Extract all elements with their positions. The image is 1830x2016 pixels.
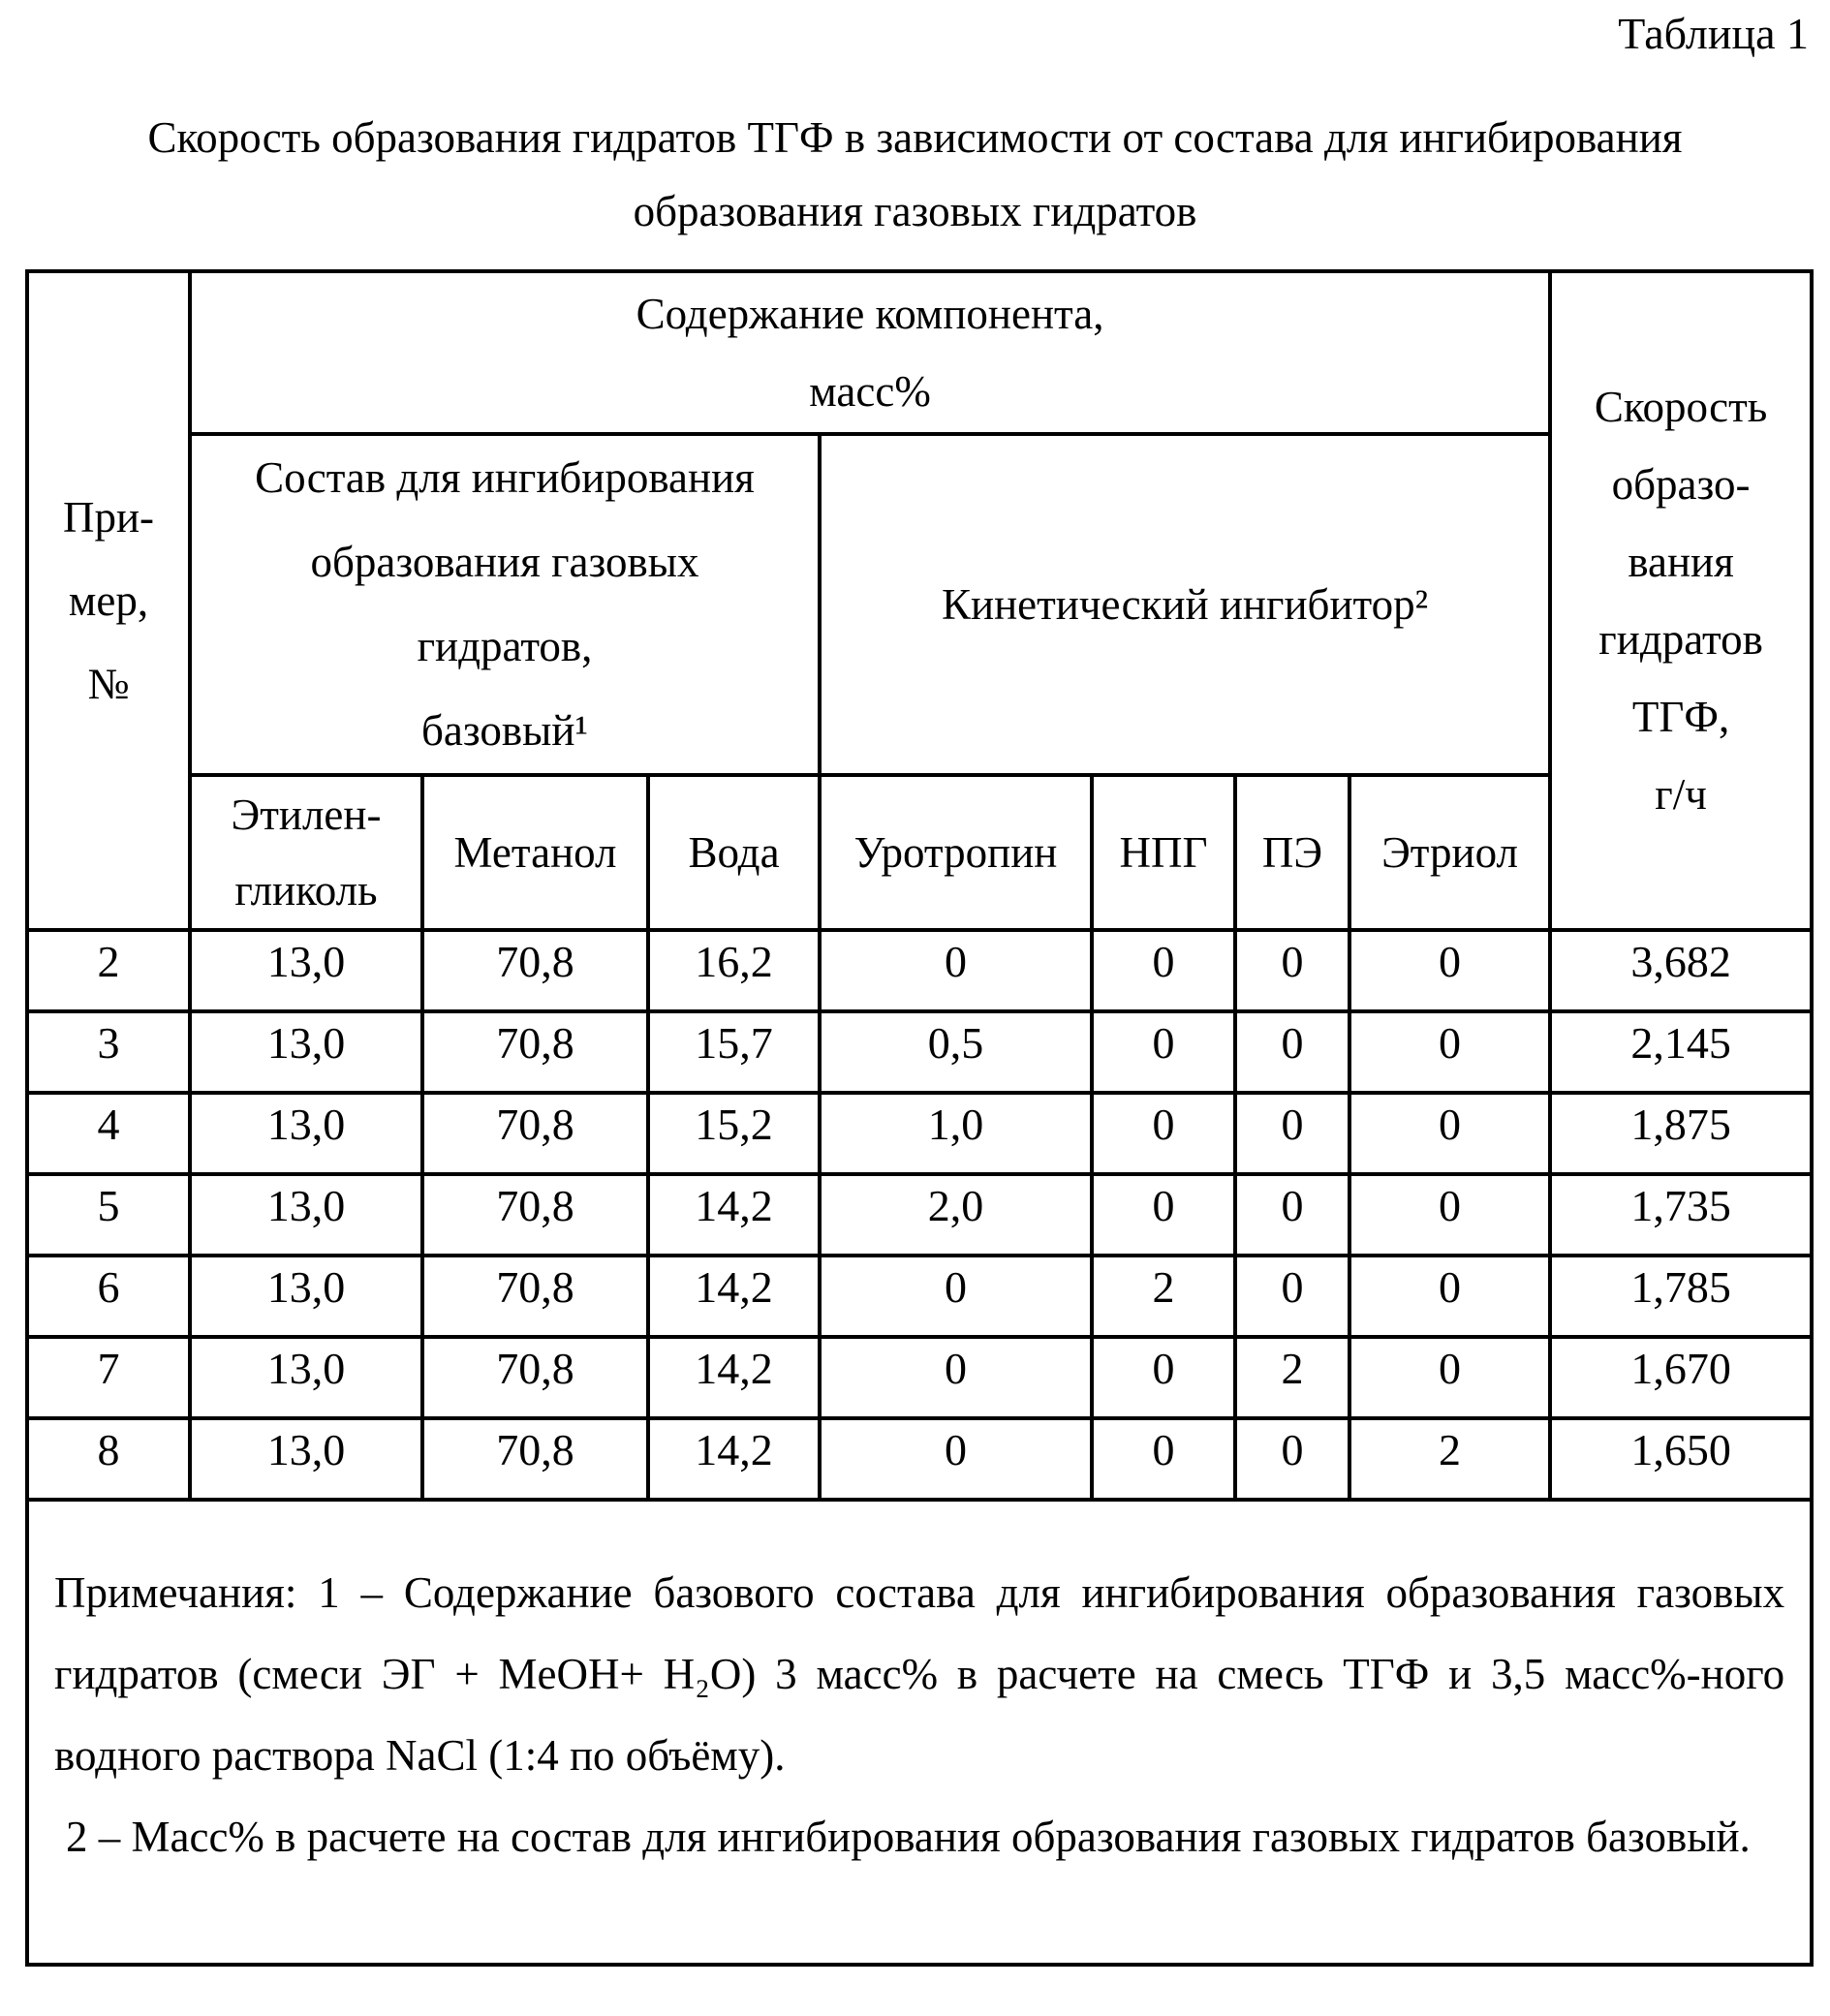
table-cell: 70,8: [422, 1256, 648, 1337]
header-kinetic-inhibitor: Кинетический ингибитор²: [820, 434, 1550, 775]
table-cell: 0: [820, 1418, 1092, 1500]
header-col-pe: ПЭ: [1235, 775, 1349, 930]
title-line-1: Скорость образования гидратов ТГФ в зависимости от состава для ингибирования: [147, 113, 1683, 162]
table-cell: 0: [1235, 1093, 1349, 1174]
header-component-content: Содержание компонента, масс%: [190, 271, 1550, 434]
table-cell: 0: [820, 1256, 1092, 1337]
table-cell: 13,0: [190, 1174, 422, 1256]
table-row: [27, 1418, 1812, 1500]
table-cell: 0: [1092, 1337, 1235, 1418]
table-cell: 2: [1349, 1418, 1550, 1500]
table-cell: 15,2: [648, 1093, 820, 1174]
header-row-2: [27, 434, 1812, 775]
header-col-methanol: Метанол: [422, 775, 648, 930]
table-cell: 70,8: [422, 1011, 648, 1093]
table-cell: 13,0: [190, 1337, 422, 1418]
row-number-cell: 2: [27, 930, 190, 1011]
header-row-1: [27, 271, 1812, 434]
table-row: [27, 1093, 1812, 1174]
header-col-ethylene-glycol: Этилен- гликоль: [190, 775, 422, 930]
table-cell: 0: [1349, 1256, 1550, 1337]
table-cell: 14,2: [648, 1174, 820, 1256]
table-cell: 1,785: [1550, 1256, 1812, 1337]
row-number-cell: 5: [27, 1174, 190, 1256]
table-cell: 0: [1349, 1011, 1550, 1093]
table-cell: 3,682: [1550, 930, 1812, 1011]
row-number-cell: 3: [27, 1011, 190, 1093]
table-cell: 0: [820, 1337, 1092, 1418]
table-cell: 13,0: [190, 1093, 422, 1174]
table-cell: 0: [1092, 930, 1235, 1011]
table-cell: 0: [1235, 1174, 1349, 1256]
table-cell: 0: [820, 930, 1092, 1011]
title-line-2: образования газовых гидратов: [633, 187, 1197, 235]
table-cell: 70,8: [422, 1337, 648, 1418]
table-cell: 0,5: [820, 1011, 1092, 1093]
table-cell: 16,2: [648, 930, 820, 1011]
row-number-cell: 6: [27, 1256, 190, 1337]
row-number-cell: 4: [27, 1093, 190, 1174]
table-cell: 0: [1349, 930, 1550, 1011]
table-cell: 1,650: [1550, 1418, 1812, 1500]
table-cell: 2,145: [1550, 1011, 1812, 1093]
table-row: [27, 1337, 1812, 1418]
table-row: [27, 1174, 1812, 1256]
table-cell: 0: [1349, 1174, 1550, 1256]
table-cell: 1,875: [1550, 1093, 1812, 1174]
header-formation-rate: Скорость образо- вания гидратов ТГФ, г/ч: [1550, 271, 1812, 930]
table-cell: 0: [1092, 1011, 1235, 1093]
table-cell: 13,0: [190, 930, 422, 1011]
table-cell: 0: [1235, 1418, 1349, 1500]
table-cell: 0: [1235, 1011, 1349, 1093]
table-cell: 2,0: [820, 1174, 1092, 1256]
table-cell: 1,0: [820, 1093, 1092, 1174]
table-cell: 70,8: [422, 1418, 648, 1500]
row-number-cell: 8: [27, 1418, 190, 1500]
table-cell: 14,2: [648, 1418, 820, 1500]
table-number-label: Таблица 1: [1618, 9, 1809, 58]
notes-row: [27, 1500, 1812, 1965]
table-cell: 1,735: [1550, 1174, 1812, 1256]
note-2: 2 – Масс% в расчете на состав для ингибирования образования газовых гидратов базовый.: [66, 1813, 1751, 1861]
table-cell: 15,7: [648, 1011, 820, 1093]
table-cell: 1,670: [1550, 1337, 1812, 1418]
table-notes: [27, 1500, 1812, 1965]
header-col-water: Вода: [648, 775, 820, 930]
table-cell: 2: [1235, 1337, 1349, 1418]
table-cell: 70,8: [422, 1174, 648, 1256]
table-cell: 13,0: [190, 1418, 422, 1500]
row-number-cell: 7: [27, 1337, 190, 1418]
table-row: [27, 930, 1812, 1011]
header-row-3: [27, 775, 1812, 930]
table-row: [27, 1256, 1812, 1337]
table-cell: 13,0: [190, 1256, 422, 1337]
table-cell: 0: [1092, 1174, 1235, 1256]
table-row: [27, 1011, 1812, 1093]
header-col-npg: НПГ: [1092, 775, 1235, 930]
header-col-urotropin: Уротропин: [820, 775, 1092, 930]
header-base-composition: Состав для ингибирования образования газовых гидратов, базовый¹: [190, 434, 820, 775]
table-cell: 0: [1092, 1093, 1235, 1174]
table-cell: 0: [1092, 1418, 1235, 1500]
table-cell: 13,0: [190, 1011, 422, 1093]
hydrate-formation-table: [25, 269, 1814, 1967]
table-cell: 0: [1235, 930, 1349, 1011]
table-cell: 14,2: [648, 1256, 820, 1337]
table-cell: 2: [1092, 1256, 1235, 1337]
table-cell: 0: [1349, 1093, 1550, 1174]
table-cell: 70,8: [422, 930, 648, 1011]
note-1: Примечания: 1 – Содержание базового состава для ингибирования образования газовых гидратов (смеси ЭГ + MeOH+ H₂O) 3 масс% в расчете на смесь ТГФ и 3,5 масс%-ного водного раствора NaCl (1:4 по объёму).: [54, 1568, 1785, 1780]
header-col-etriol: Этриол: [1349, 775, 1550, 930]
table-cell: 70,8: [422, 1093, 648, 1174]
header-example-number: При- мер, №: [27, 271, 190, 930]
document-title: [19, 101, 1811, 248]
table-cell: 0: [1235, 1256, 1349, 1337]
table-cell: 14,2: [648, 1337, 820, 1418]
table-cell: 0: [1349, 1337, 1550, 1418]
